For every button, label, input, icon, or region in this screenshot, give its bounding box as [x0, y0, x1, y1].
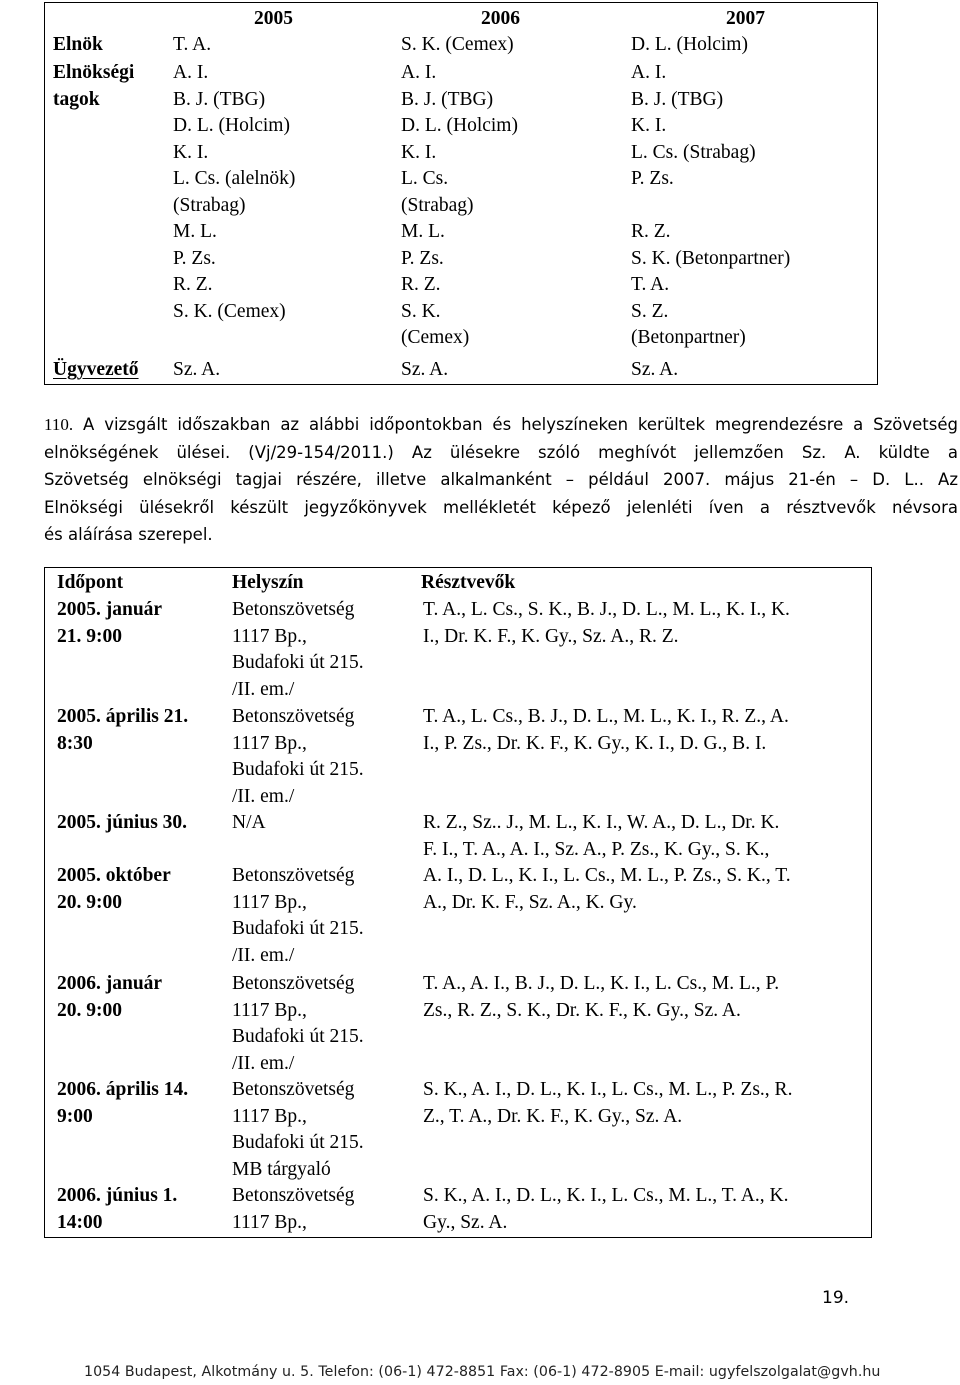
meeting-date: 2005. június 30. — [57, 812, 188, 833]
meeting-date: 2006. június 1. 14:00 — [57, 1185, 178, 1233]
meeting-participants: S. K., A. I., D. L., K. I., L. Cs., M. L., T. A., K. Gy., Sz. A. — [423, 1185, 789, 1233]
meeting-participants: S. K., A. I., D. L., K. I., L. Cs., M. L., P. Zs., R. Z., T. A., Dr. K. F., K. Gy., Sz. A. — [423, 1079, 793, 1127]
elnok-2006: S. K. (Cemex) — [401, 34, 514, 55]
elnok-2007: D. L. (Holcim) — [631, 34, 748, 55]
meeting-participants: A. I., D. L., K. I., L. Cs., M. L., P. Zs., S. K., T. A., Dr. K. F., Sz. A., K. Gy. — [423, 865, 791, 913]
meeting-date: 2005. április 21. 8:30 — [57, 706, 189, 754]
elnok-2005: T. A. — [173, 34, 212, 55]
meeting-participants: T. A., L. Cs., B. J., D. L., M. L., K. I., R. Z., A. I., P. Zs., Dr. K. F., K. Gy., K. I., D. G., B. I. — [423, 706, 789, 754]
meeting-date: 2006. január 20. 9:00 — [57, 973, 163, 1021]
tagok-2006: A. I. B. J. (TBG) D. L. (Holcim) K. I. L. Cs. (Strabag) M. L. P. Zs. R. Z. S. K. (Cemex) — [401, 62, 518, 348]
paragraph-110 — [44, 411, 958, 549]
paragraph-line: és aláírása szerepel. — [44, 525, 213, 544]
header-2007: 2007 — [726, 8, 765, 29]
meeting-date: 2005. október 20. 9:00 — [57, 865, 171, 913]
meeting-participants: R. Z., Sz.. J., M. L., K. I., W. A., D. L., Dr. K. F. I., T. A., A. I., Sz. A., P. Zs., K. Gy., S. K., — [423, 812, 780, 860]
meeting-participants: T. A., A. I., B. J., D. L., K. I., L. Cs., M. L., P. Zs., R. Z., S. K., Dr. K. F., K. Gy., Sz. A. — [423, 973, 780, 1021]
tagok-2005: A. I. B. J. (TBG) D. L. (Holcim) K. I. L. Cs. (alelnök) (Strabag) M. L. P. Zs. R. Z. S. K. (Cemex) — [173, 62, 296, 322]
meeting-place: Betonszövetség 1117 Bp., Budafoki út 215. /II. em./ — [232, 865, 364, 966]
ugyvezeto-2005: Sz. A. — [173, 359, 221, 380]
meeting-date: 2006. április 14. 9:00 — [57, 1079, 189, 1127]
paragraph-line: Elnökségi ülésekről készült jegyzőkönyvek mellékletét képező jelenléti íven a résztvevők névsora — [44, 497, 958, 517]
board-membership-table — [44, 2, 878, 385]
meeting-place: Betonszövetség 1117 Bp., Budafoki út 215. /II. em./ — [232, 973, 364, 1074]
ugyvezeto-2007: Sz. A. — [631, 359, 679, 380]
tagok-2007: A. I. B. J. (TBG) K. I. L. Cs. (Strabag) P. Zs. R. Z. S. K. (Betonpartner) T. A. S. Z. (Betonpartner) — [631, 62, 791, 348]
header-resztvevok: Résztvevők — [421, 572, 516, 593]
meeting-place: Betonszövetség 1117 Bp., Budafoki út 215. MB tárgyaló — [232, 1079, 364, 1180]
meeting-participants: T. A., L. Cs., S. K., B. J., D. L., M. L., K. I., K. I., Dr. K. F., K. Gy., Sz. A., R. Z. — [423, 599, 790, 647]
row-label-ugyvezeto: Ügyvezető — [53, 359, 139, 380]
page-number: 19. — [822, 1288, 850, 1308]
header-2005: 2005 — [254, 8, 293, 29]
meeting-place: N/A — [232, 812, 266, 833]
header-2006: 2006 — [481, 8, 520, 29]
meeting-place: Betonszövetség 1117 Bp., Budafoki út 215. /II. em./ — [232, 599, 364, 700]
paragraph-line: elnökségének ülései. (Vj/29-154/2011.) Az ülésekre szóló meghívót jellemzően Sz. A. küldte a — [44, 442, 958, 462]
header-helyszin: Helyszín — [232, 572, 304, 593]
paragraph-line: 110. A vizsgált időszakban az alábbi időpontokban és helyszíneken kerültek megrendezésre a Szövetség — [44, 415, 958, 434]
row-label-elnoksegi-tagok: Elnökségi tagok — [53, 62, 135, 110]
ugyvezeto-2006: Sz. A. — [401, 359, 449, 380]
footer-contact: 1054 Budapest, Alkotmány u. 5. Telefon: (06-1) 472-8851 Fax: (06-1) 472-8905 E-mail: ugyfelszolgalat@gvh.hu — [84, 1364, 881, 1380]
paragraph-number: 110. — [44, 415, 74, 434]
meeting-place: Betonszövetség 1117 Bp., — [232, 1185, 355, 1233]
meeting-date: 2005. január 21. 9:00 — [57, 599, 163, 647]
meeting-place: Betonszövetség 1117 Bp., Budafoki út 215. /II. em./ — [232, 706, 364, 807]
header-idopont: Időpont — [57, 572, 124, 593]
board-meetings-table — [44, 567, 872, 1238]
row-label-elnok: Elnök — [53, 34, 103, 55]
paragraph-line: Szövetség elnökségi tagjai részére, illetve alkalmanként – például 2007. május 21-én – D. L.. Az — [44, 470, 958, 489]
